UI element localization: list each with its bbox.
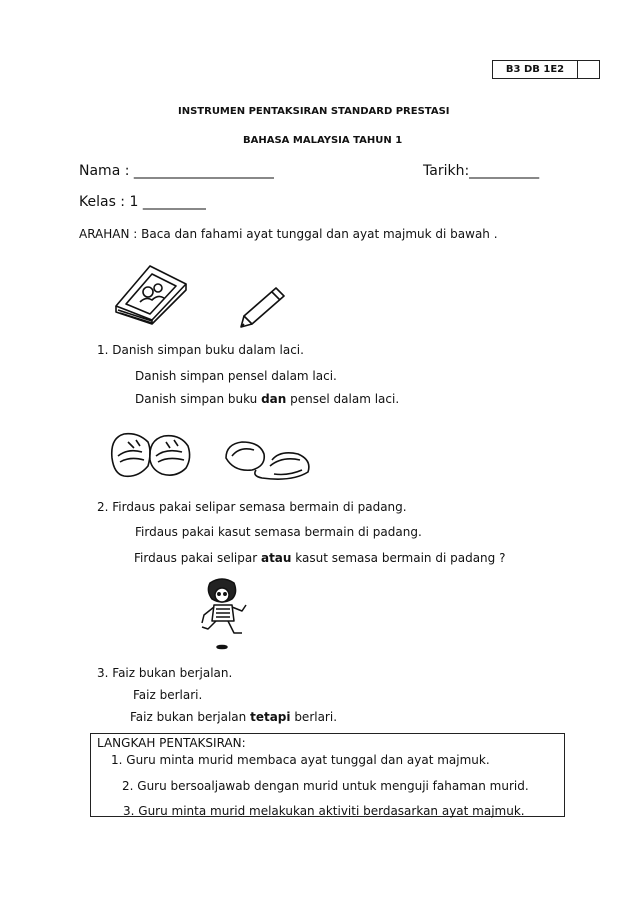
q1-line-3-post: pensel dalam laci. [286, 392, 400, 406]
assessment-step-3: 3. Guru minta murid melakukan aktiviti berdasarkan ayat majmuk. [123, 804, 525, 818]
title-line-1: INSTRUMEN PENTAKSIRAN STANDARD PRESTASI [178, 106, 450, 117]
q2-line-3-post: kasut semasa bermain di padang ? [291, 551, 506, 565]
q3-line-3 [130, 710, 337, 724]
title-line-2: BAHASA MALAYSIA TAHUN 1 [243, 135, 403, 146]
q1-conjunction: dan [261, 392, 287, 406]
q2-line-2: Firdaus pakai kasut semasa bermain di padang. [135, 525, 422, 539]
q2-line-1: 2. Firdaus pakai selipar semasa bermain di padang. [97, 500, 407, 514]
q3-line-1: 3. Faiz bukan berjalan. [97, 666, 233, 680]
running-boy-icon [198, 577, 250, 651]
q3-conjunction: tetapi [250, 710, 291, 724]
kelas-field: Kelas : 1 _________ [79, 194, 206, 210]
form-code-label: B3 DB 1E2 [493, 61, 578, 78]
pencil-icon [240, 286, 286, 328]
q1-line-3-pre: Danish simpan buku [135, 392, 262, 406]
q3-line-3-post: berlari. [290, 710, 338, 724]
form-code-box [492, 60, 600, 79]
book-icon [112, 262, 192, 322]
tarikh-field: Tarikh:__________ [423, 163, 540, 179]
q1-line-3 [135, 392, 399, 406]
q3-line-2: Faiz berlari. [133, 688, 203, 702]
arahan-instruction: ARAHAN : Baca dan fahami ayat tunggal dan ayat majmuk di bawah . [79, 227, 498, 241]
q2-line-3 [134, 551, 505, 565]
q2-conjunction: atau [260, 551, 292, 565]
assessment-step-2: 2. Guru bersoaljawab dengan murid untuk menguji fahaman murid. [122, 779, 529, 793]
q3-line-3-pre: Faiz bukan berjalan [130, 710, 251, 724]
q1-line-2: Danish simpan pensel dalam laci. [135, 369, 337, 383]
assessment-title: LANGKAH PENTAKSIRAN: [97, 736, 246, 750]
q2-line-3-pre: Firdaus pakai selipar [134, 551, 261, 565]
nama-field: Nama : ____________________ [79, 163, 274, 179]
shoes-icon [108, 428, 194, 480]
slippers-icon [222, 436, 312, 482]
q1-line-1: 1. Danish simpan buku dalam laci. [97, 343, 304, 357]
assessment-steps-box [90, 733, 565, 817]
assessment-step-1: 1. Guru minta murid membaca ayat tunggal dan ayat majmuk. [111, 753, 490, 767]
